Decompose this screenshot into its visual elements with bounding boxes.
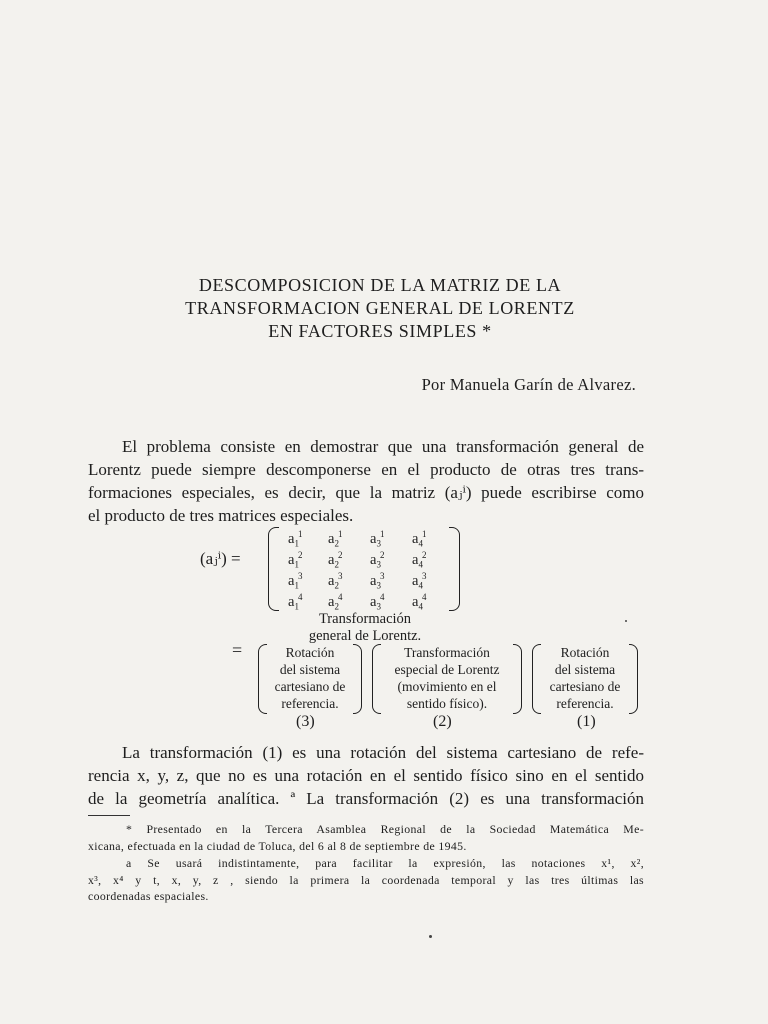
- paragraph-line: rencia x, y, z, que no es una rotación en el sentido físico sino en el sentido: [88, 766, 644, 785]
- matrix-entry: $a_2^2$: [328, 550, 343, 570]
- footnote-a: [88, 855, 644, 905]
- print-speck: [625, 620, 627, 622]
- footnote-line: a Se usará indistintamente, para facilitar la expresión, las notaciones x¹, x²,: [126, 856, 644, 870]
- matrix-entry: $a_2^3$: [328, 571, 343, 591]
- factor-text-line: referencia.: [556, 696, 614, 711]
- factor-text-line: del sistema: [279, 662, 341, 677]
- factor-text-line: Transformación: [404, 645, 490, 660]
- matrix-entry: $a_3^3$: [370, 571, 385, 591]
- factor-text-line: sentido físico).: [406, 696, 488, 711]
- paragraph-transformations: [88, 741, 644, 810]
- paragraph-line: de la geometría analítica. ª La transformación (2) es una transformación: [88, 789, 644, 808]
- caption-line-1: Transformación: [318, 611, 412, 627]
- matrix-entry: $a_4^4$: [412, 592, 427, 612]
- factor-lorentz-2: [372, 644, 522, 714]
- paragraph-line: Lorentz puede siempre descomponerse en el producto de otras tres trans-: [88, 460, 644, 479]
- factor-text-line: especial de Lorentz: [394, 662, 500, 677]
- matrix-entry: $a_2^1$: [328, 529, 343, 549]
- factor-text-line: referencia.: [281, 696, 339, 711]
- lorentz-matrix: [268, 527, 460, 613]
- factor-number-3: (3): [296, 713, 315, 730]
- title-line-2: TRANSFORMACION GENERAL DE LORENTZ: [185, 298, 575, 318]
- matrix-lhs: (aⱼⁱ) =: [200, 549, 241, 568]
- factor-text-line: del sistema: [554, 662, 616, 677]
- factor-rotation-1: [532, 644, 638, 714]
- equals-sign: =: [232, 640, 243, 660]
- factor-text-line: cartesiano de: [549, 679, 621, 694]
- factor-text-line: (movimiento en el: [397, 679, 497, 694]
- paragraph-line: La transformación (1) es una rotación del sistema cartesiano de refe-: [122, 743, 644, 762]
- factor-number-2: (2): [433, 713, 452, 730]
- matrix-entry: $a_4^3$: [412, 571, 427, 591]
- footnote-asterisk: [88, 821, 644, 854]
- factor-text-line: cartesiano de: [274, 679, 346, 694]
- matrix-entry: $a_2^4$: [328, 592, 343, 612]
- footnote-line: xicana, efectuada en la ciudad de Toluca, del 6 al 8 de septiembre de 1945.: [88, 838, 467, 853]
- matrix-entry: $a_3^1$: [370, 529, 385, 549]
- matrix-entry: $a_1^4$: [288, 592, 303, 612]
- footnote-line: * Presentado en la Tercera Asamblea Regional de la Sociedad Matemática Me-: [126, 822, 644, 836]
- caption-line-2: general de Lorentz.: [308, 628, 422, 644]
- matrix-entry: $a_3^2$: [370, 550, 385, 570]
- author-line: Por Manuela Garín de Alvarez.: [421, 375, 636, 394]
- factor-text-line: Rotación: [285, 645, 335, 660]
- title-line-3: EN FACTORES SIMPLES *: [268, 321, 492, 341]
- matrix-entry: $a_3^4$: [370, 592, 385, 612]
- matrix-entry: $a_4^2$: [412, 550, 427, 570]
- factor-text-line: Rotación: [560, 645, 610, 660]
- print-speck: [429, 935, 432, 938]
- paragraph-line: el producto de tres matrices especiales.: [88, 506, 354, 525]
- article-title: [100, 274, 660, 343]
- title-line-1: DESCOMPOSICION DE LA MATRIZ DE LA: [198, 275, 562, 295]
- matrix-entry: $a_4^1$: [412, 529, 427, 549]
- paragraph-line: El problema consiste en demostrar que una transformación general de: [122, 437, 644, 456]
- matrix-entry: $a_1^3$: [288, 571, 303, 591]
- factor-number-1: (1): [577, 713, 596, 730]
- paragraph-intro: [88, 435, 644, 527]
- matrix-right-brace: [449, 527, 460, 611]
- matrix-left-brace: [268, 527, 279, 611]
- footnote-line: coordenadas espaciales.: [88, 889, 209, 903]
- paragraph-line: formaciones especiales, es decir, que la matriz (aⱼⁱ) puede escribirse como: [88, 483, 644, 502]
- matrix-entry: $a_1^2$: [288, 550, 303, 570]
- footnote-rule: [88, 815, 130, 816]
- matrix-entry: $a_1^1$: [288, 529, 303, 549]
- footnote-line: x³, x⁴ y t, x, y, z , siendo la primera la coordenada temporal y las tres últimas las: [88, 872, 644, 887]
- matrix-caption: [260, 611, 470, 645]
- factor-rotation-3: [258, 644, 362, 714]
